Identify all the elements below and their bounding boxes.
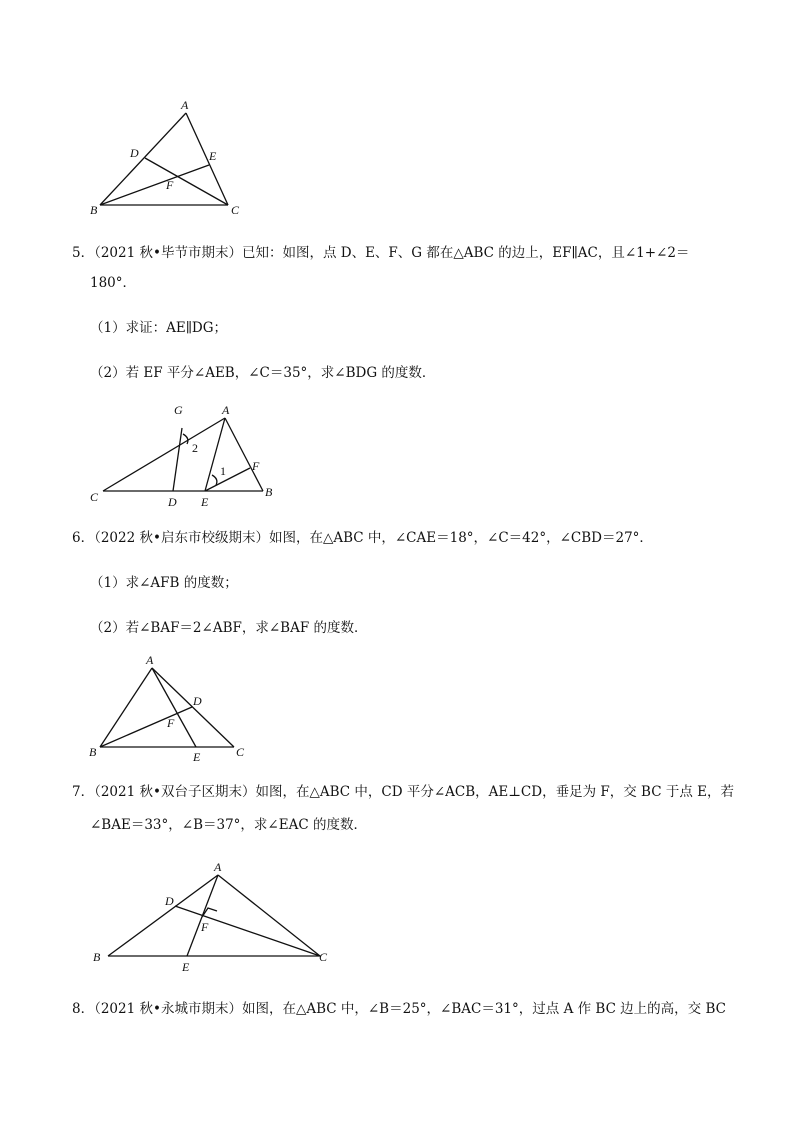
problem-7-line1: 7．（2021 秋•双台子区期末）如图，在△ABC 中，CD 平分∠ACB，AE⊥CD，垂足为 F，交 BC 于点 E，若 [72, 784, 734, 800]
problem-8-line1: 8．（2021 秋•永城市期末）如图，在△ABC 中，∠B＝25°，∠BAC＝31°，过点 A 作 BC 边上的高，交 BC [72, 1001, 726, 1017]
label-b: B [265, 485, 273, 499]
label-d: D [130, 146, 139, 160]
label-e: E [193, 750, 201, 764]
label-a: A [181, 98, 189, 112]
label-f: F [252, 459, 260, 473]
angle-1-label: 1 [220, 464, 226, 478]
label-d: D [193, 694, 202, 708]
label-f: F [167, 716, 175, 730]
angle-2-label: 2 [192, 441, 198, 455]
problem-5-question-1: （1）求证：AE∥DG； [90, 320, 228, 336]
problem-5-line1: 5．（2021 秋•毕节市期末）已知：如图，点 D、E、F、G 都在△ABC 的边上，EF∥AC，且∠1+∠2＝ [72, 245, 690, 261]
label-e: E [182, 960, 190, 974]
label-c: C [236, 745, 245, 759]
label-c: C [90, 490, 99, 504]
label-e: E [209, 149, 217, 163]
label-b: B [90, 203, 98, 217]
problem-5-line2: 180°． [90, 275, 137, 291]
label-d: D [168, 495, 177, 509]
label-f: F [201, 920, 209, 934]
label-a: A [222, 403, 230, 417]
label-a: A [214, 860, 222, 874]
problem-5-question-2: （2）若 EF 平分∠AEB，∠C＝35°，求∠BDG 的度数． [90, 365, 436, 381]
label-b: B [93, 950, 101, 964]
label-f: F [166, 178, 174, 192]
label-g: G [174, 403, 183, 417]
label-b: B [89, 745, 97, 759]
problem-6-question-2: （2）若∠BAF＝2∠ABF，求∠BAF 的度数． [90, 620, 368, 636]
problem-6-line1: 6．（2022 秋•启东市校级期末）如图，在△ABC 中，∠CAE＝18°，∠C＝42°，∠CBD＝27°． [72, 530, 653, 546]
problem-6-question-1: （1）求∠AFB 的度数； [90, 575, 238, 591]
problem-7-line2: ∠BAE＝33°，∠B＝37°，求∠EAC 的度数． [90, 817, 367, 833]
label-c: C [231, 203, 240, 217]
label-d: D [165, 894, 174, 908]
label-c: C [319, 950, 328, 964]
label-e: E [201, 495, 209, 509]
problem-8-text [72, 999, 726, 1019]
label-a: A [146, 653, 154, 667]
